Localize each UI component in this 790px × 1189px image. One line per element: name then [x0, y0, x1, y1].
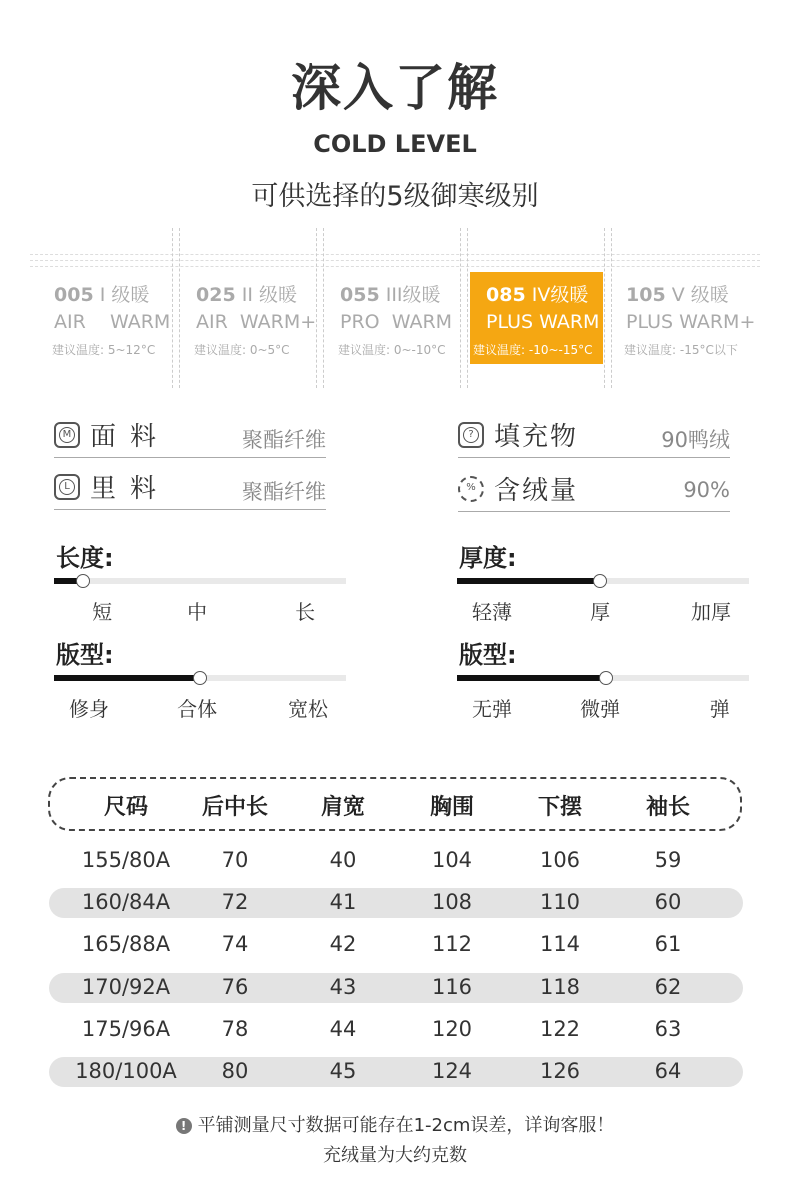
table-cell: 40	[329, 848, 357, 872]
table-cell: 80	[221, 1059, 249, 1083]
page-title: 深入了解	[291, 59, 499, 117]
table-cell: 126	[539, 1059, 581, 1083]
table-cell: 42	[329, 932, 357, 956]
cold-level-4-selected[interactable]	[470, 272, 603, 364]
down-content-label: 含绒量	[494, 476, 579, 506]
slider-tick: 厚	[590, 600, 611, 624]
level-code: 105	[626, 284, 666, 306]
table-header-cell: 胸围	[429, 795, 475, 820]
slider-tick: 长	[295, 600, 316, 624]
level-temperature: 建议温度: 0~-10°C	[338, 343, 446, 357]
level-temperature: 建议温度: -10~-15°C	[473, 343, 593, 357]
slider-knob	[76, 574, 90, 588]
question-icon: ?	[458, 422, 484, 448]
level-code: 085	[486, 284, 526, 306]
table-cell: 76	[221, 975, 249, 999]
table-cell: 41	[329, 890, 357, 914]
slider-tick: 短	[92, 600, 113, 624]
lining-value: 聚酯纤维	[242, 480, 326, 504]
slider-track	[54, 675, 346, 681]
slider-tick: 修身	[69, 697, 110, 721]
table-cell: 61	[654, 932, 682, 956]
cold-level-band	[30, 228, 760, 388]
down-content-value: 90%	[683, 478, 730, 502]
length-slider	[54, 538, 346, 628]
table-cell: 78	[221, 1017, 249, 1041]
table-cell: 60	[654, 890, 682, 914]
measurement-note	[0, 1111, 790, 1137]
table-cell: 120	[431, 1017, 473, 1041]
level-temperature: 建议温度: 0~5°C	[194, 343, 290, 357]
lining-row	[54, 470, 326, 510]
level-name: AIR WARM	[54, 311, 171, 333]
table-cell: 106	[539, 848, 581, 872]
fabric-value: 聚酯纤维	[242, 428, 326, 452]
table-cell: 62	[654, 975, 682, 999]
level-name: AIR WARM+	[196, 311, 317, 333]
table-cell: 72	[221, 890, 249, 914]
slider-knob	[193, 671, 207, 685]
filling-row	[458, 418, 730, 458]
level-divider	[604, 228, 612, 388]
slider-knob	[593, 574, 607, 588]
percent-icon: %	[458, 476, 484, 502]
table-header-cell: 袖长	[645, 795, 691, 820]
slider-label: 厚度:	[459, 544, 517, 572]
level-name: PLUS WARM+	[626, 311, 756, 333]
level-grade: III级暖	[385, 284, 441, 306]
slider-tick: 微弹	[580, 697, 621, 721]
table-cell: 104	[431, 848, 473, 872]
cold-level-5[interactable]	[612, 272, 760, 364]
table-cell: 116	[431, 975, 473, 999]
level-temperature: 建议温度: -15°C以下	[624, 343, 738, 357]
slider-tick: 加厚	[691, 600, 732, 624]
table-cell: 45	[329, 1059, 357, 1083]
slider-label: 长度:	[56, 544, 114, 572]
slider-tick: 合体	[177, 697, 218, 721]
fabric-icon: M	[54, 422, 80, 448]
table-cell: 180/100A	[75, 1059, 177, 1083]
table-cell: 110	[539, 890, 581, 914]
table-header-cell: 尺码	[103, 795, 149, 820]
stretch-slider	[457, 635, 749, 725]
fabric-label: 面料	[90, 422, 171, 452]
warning-icon: !	[176, 1118, 192, 1134]
table-cell: 170/92A	[81, 975, 171, 999]
slider-track	[457, 675, 749, 681]
table-cell: 175/96A	[81, 1017, 171, 1041]
slider-fill	[457, 675, 606, 681]
slider-label: 版型:	[56, 641, 114, 669]
thickness-slider	[457, 538, 749, 628]
table-header-cell: 后中长	[201, 795, 269, 820]
table-cell: 124	[431, 1059, 473, 1083]
cold-level-2[interactable]	[174, 272, 317, 364]
cold-level-3[interactable]	[318, 272, 456, 364]
level-code: 025	[196, 284, 236, 306]
table-cell: 63	[654, 1017, 682, 1041]
filling-label: 填充物	[494, 422, 579, 452]
cold-level-1[interactable]	[32, 272, 170, 364]
table-cell: 108	[431, 890, 473, 914]
slider-tick: 弹	[709, 697, 730, 721]
level-grade: I 级暖	[99, 284, 150, 306]
table-header-cell: 下摆	[537, 795, 583, 820]
table-cell: 155/80A	[81, 848, 171, 872]
table-cell: 160/84A	[81, 890, 171, 914]
table-cell: 114	[539, 932, 581, 956]
slider-label: 版型:	[459, 641, 517, 669]
fit-slider	[54, 635, 346, 725]
lining-icon: L	[54, 474, 80, 500]
page-subtitle-en: COLD LEVEL	[313, 130, 477, 158]
slider-knob	[599, 671, 613, 685]
level-grade: II 级暖	[241, 284, 297, 306]
table-cell: 64	[654, 1059, 682, 1083]
slider-track	[54, 578, 346, 584]
level-code: 055	[340, 284, 380, 306]
table-cell: 122	[539, 1017, 581, 1041]
level-temperature: 建议温度: 5~12°C	[52, 343, 156, 357]
slider-tick: 轻薄	[472, 600, 513, 624]
table-cell: 74	[221, 932, 249, 956]
level-divider	[460, 228, 468, 388]
table-cell: 59	[654, 848, 682, 872]
size-table-header	[48, 777, 742, 831]
level-name: PLUS WARM	[486, 311, 600, 333]
level-code: 005	[54, 284, 94, 306]
table-cell: 165/88A	[81, 932, 171, 956]
table-cell: 112	[431, 932, 473, 956]
table-cell: 118	[539, 975, 581, 999]
slider-fill	[54, 675, 200, 681]
fill-note: 充绒量为大约克数	[323, 1145, 467, 1166]
slider-tick: 无弹	[472, 697, 513, 721]
filling-value: 90鸭绒	[661, 428, 730, 452]
level-grade: IV级暖	[531, 284, 589, 306]
level-name: PRO WARM	[340, 311, 453, 333]
table-header-cell: 肩宽	[320, 795, 366, 820]
table-cell: 44	[329, 1017, 357, 1041]
table-cell: 43	[329, 975, 357, 999]
slider-tick: 中	[187, 600, 208, 624]
fabric-row	[54, 418, 326, 458]
slider-fill	[457, 578, 600, 584]
note-text: 平铺测量尺寸数据可能存在1-2cm误差，详询客服！	[197, 1115, 615, 1136]
lining-label: 里料	[90, 474, 171, 504]
page-subtitle-cn: 可供选择的5级御寒级别	[251, 181, 539, 212]
table-cell: 70	[221, 848, 249, 872]
down-content-row	[458, 472, 730, 512]
slider-track	[457, 578, 749, 584]
level-grade: V 级暖	[665, 284, 729, 306]
slider-tick: 宽松	[288, 697, 329, 721]
